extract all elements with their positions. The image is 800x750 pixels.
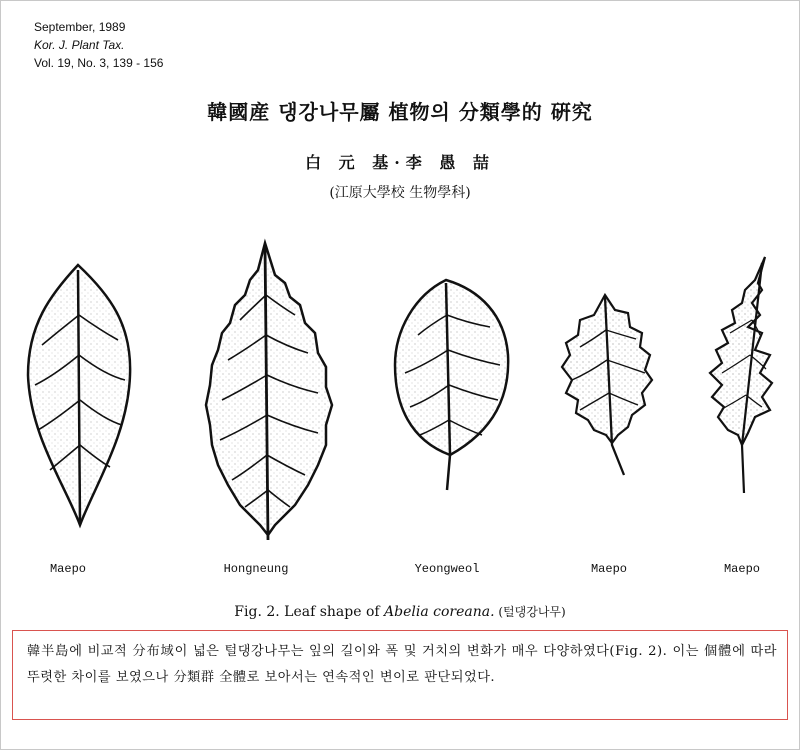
journal-volume: Vol. 19, No. 3, 139 - 156 [34,56,164,70]
leaf-label-5: Maepo [723,562,760,576]
highlighted-paragraph-box [12,630,788,720]
caption-prefix: Fig. 2. Leaf shape of [234,604,385,620]
figure-caption [0,603,800,620]
leaf-label-4: Maepo [590,562,627,576]
leaf-hongneung [206,243,332,540]
leaf-label-3: Yeongweol [414,562,480,576]
author-affiliation: (江原大學校 生物學科) [329,185,471,201]
leaf-maepo-1 [28,265,130,525]
leaf-maepo-2 [562,295,652,475]
leaf-label-2: Hongneung [223,562,289,576]
leaf-yeongweol [395,280,508,490]
journal-name: Kor. J. Plant Tax. [34,38,125,52]
paper-title: 韓國産 댕강나무屬 植物의 分類學的 硏究 [207,100,593,124]
highlighted-paragraph: 韓半島에 비교적 分布域이 넓은 털댕강나무는 잎의 길이와 폭 및 거치의 변화가 매우 다양하였다(Fig. 2). 이는 個體에 따라 뚜렷한 차이를 보였으나 分類群 全體로 보아서는 연속적인 변이로 판단되었다. [27,644,777,685]
leaf-label-1: Maepo [49,562,86,576]
paper-authors: 白 元 基·李 愚 喆 [305,153,495,172]
journal-info [34,18,163,72]
leaf-figure [0,235,800,555]
caption-species: Abelia coreana. [384,604,495,620]
leaf-maepo-3 [710,257,772,493]
journal-date: September, 1989 [34,20,126,34]
caption-korean: (털댕강나무) [494,605,566,619]
